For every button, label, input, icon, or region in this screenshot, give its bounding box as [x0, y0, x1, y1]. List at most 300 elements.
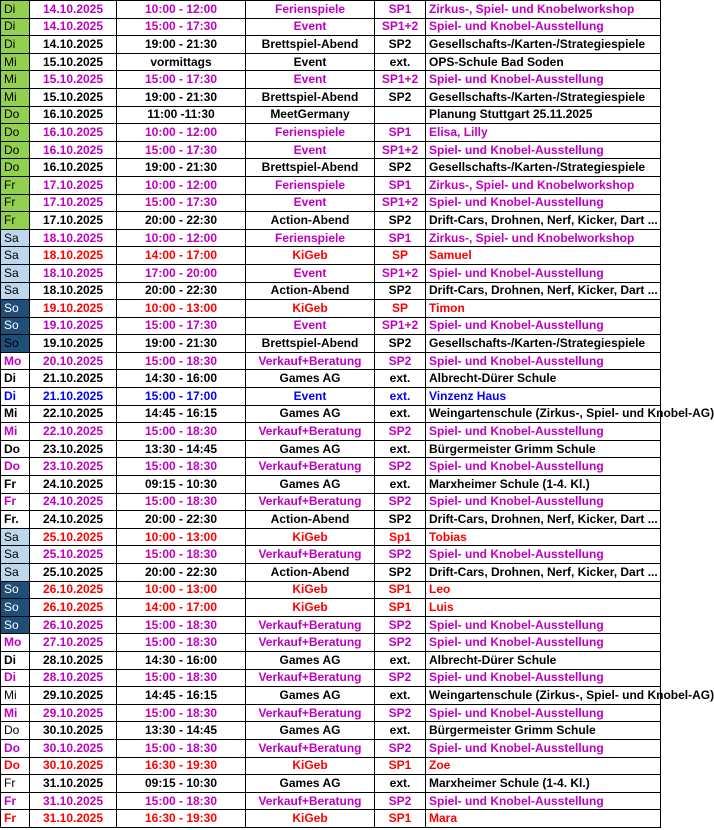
- date-cell: 17.10.2025: [30, 194, 117, 212]
- table-row: [1, 528, 661, 546]
- event-cell: Games AG: [246, 687, 375, 705]
- day-cell: Mo: [1, 634, 30, 652]
- date-cell: 24.10.2025: [30, 476, 117, 494]
- day-cell: Fr.: [1, 511, 30, 529]
- day-cell: Di: [1, 651, 30, 669]
- room-cell: SP1: [375, 124, 426, 142]
- table-row: [1, 581, 661, 599]
- table-row: [1, 300, 661, 318]
- day-cell: Di: [1, 36, 30, 54]
- event-cell: Games AG: [246, 440, 375, 458]
- time-cell: 10:00 - 12:00: [117, 1, 246, 19]
- event-cell: Verkauf+Beratung: [246, 352, 375, 370]
- table-row: [1, 722, 661, 740]
- table-row: [1, 36, 661, 54]
- event-cell: Verkauf+Beratung: [246, 669, 375, 687]
- description-cell: Bürgermeister Grimm Schule: [426, 722, 661, 740]
- description-cell: Gesellschafts-/Karten-/Strategiespiele: [426, 159, 661, 177]
- event-cell: Verkauf+Beratung: [246, 704, 375, 722]
- room-cell: ext.: [375, 687, 426, 705]
- date-cell: 23.10.2025: [30, 440, 117, 458]
- room-cell: SP2: [375, 564, 426, 582]
- table-row: [1, 564, 661, 582]
- time-cell: 11:00 -11:30: [117, 106, 246, 124]
- description-cell: Weingartenschule (Zirkus-, Spiel- und Knobel-AG): [426, 405, 661, 423]
- table-row: [1, 212, 661, 230]
- time-cell: 15:00 - 18:30: [117, 546, 246, 564]
- room-cell: [375, 106, 426, 124]
- room-cell: SP: [375, 300, 426, 318]
- description-cell: Zoe: [426, 757, 661, 775]
- table-row: [1, 106, 661, 124]
- time-cell: 13:30 - 14:45: [117, 722, 246, 740]
- room-cell: SP: [375, 247, 426, 265]
- date-cell: 31.10.2025: [30, 810, 117, 828]
- description-cell: Spiel- und Knobel-Ausstellung: [426, 264, 661, 282]
- table-row: [1, 757, 661, 775]
- day-cell: Fr: [1, 176, 30, 194]
- time-cell: 15:00 - 18:30: [117, 458, 246, 476]
- day-cell: Fr: [1, 212, 30, 230]
- description-cell: Leo: [426, 581, 661, 599]
- description-cell: OPS-Schule Bad Soden: [426, 53, 661, 71]
- table-row: [1, 440, 661, 458]
- description-cell: Spiel- und Knobel-Ausstellung: [426, 317, 661, 335]
- time-cell: 15:00 - 18:30: [117, 634, 246, 652]
- date-cell: 24.10.2025: [30, 511, 117, 529]
- description-cell: Mara: [426, 810, 661, 828]
- table-row: [1, 53, 661, 71]
- date-cell: 16.10.2025: [30, 141, 117, 159]
- event-cell: KiGeb: [246, 810, 375, 828]
- event-cell: Brettspiel-Abend: [246, 159, 375, 177]
- day-cell: Mi: [1, 687, 30, 705]
- room-cell: SP2: [375, 352, 426, 370]
- description-cell: Albrecht-Dürer Schule: [426, 370, 661, 388]
- date-cell: 21.10.2025: [30, 370, 117, 388]
- room-cell: ext.: [375, 476, 426, 494]
- time-cell: 15:00 - 17:30: [117, 71, 246, 89]
- time-cell: 19:00 - 21:30: [117, 335, 246, 353]
- description-cell: Spiel- und Knobel-Ausstellung: [426, 423, 661, 441]
- date-cell: 17.10.2025: [30, 212, 117, 230]
- day-cell: Di: [1, 18, 30, 36]
- table-row: [1, 458, 661, 476]
- time-cell: 19:00 - 21:30: [117, 88, 246, 106]
- date-cell: 15.10.2025: [30, 71, 117, 89]
- date-cell: 16.10.2025: [30, 124, 117, 142]
- date-cell: 25.10.2025: [30, 564, 117, 582]
- table-row: [1, 229, 661, 247]
- day-cell: Do: [1, 124, 30, 142]
- table-row: [1, 282, 661, 300]
- time-cell: 20:00 - 22:30: [117, 564, 246, 582]
- room-cell: SP2: [375, 159, 426, 177]
- table-row: [1, 546, 661, 564]
- day-cell: Mo: [1, 352, 30, 370]
- event-cell: Verkauf+Beratung: [246, 458, 375, 476]
- day-cell: Sa: [1, 528, 30, 546]
- description-cell: Spiel- und Knobel-Ausstellung: [426, 546, 661, 564]
- date-cell: 31.10.2025: [30, 792, 117, 810]
- time-cell: 14:00 - 17:00: [117, 247, 246, 265]
- day-cell: Do: [1, 458, 30, 476]
- table-row: [1, 88, 661, 106]
- description-cell: Zirkus-, Spiel- und Knobelworkshop: [426, 1, 661, 19]
- table-row: [1, 792, 661, 810]
- time-cell: 14:45 - 16:15: [117, 687, 246, 705]
- time-cell: 16:30 - 19:30: [117, 757, 246, 775]
- table-row: [1, 423, 661, 441]
- room-cell: SP1: [375, 1, 426, 19]
- day-cell: Fr: [1, 194, 30, 212]
- date-cell: 15.10.2025: [30, 53, 117, 71]
- date-cell: 29.10.2025: [30, 687, 117, 705]
- date-cell: 26.10.2025: [30, 581, 117, 599]
- time-cell: 19:00 - 21:30: [117, 159, 246, 177]
- room-cell: ext.: [375, 53, 426, 71]
- time-cell: 17:00 - 20:00: [117, 264, 246, 282]
- room-cell: SP1+2: [375, 264, 426, 282]
- description-cell: Zirkus-, Spiel- und Knobelworkshop: [426, 229, 661, 247]
- description-cell: Planung Stuttgart 25.11.2025: [426, 106, 661, 124]
- table-row: [1, 651, 661, 669]
- day-cell: Di: [1, 370, 30, 388]
- table-row: [1, 247, 661, 265]
- schedule-body: [1, 1, 714, 828]
- room-cell: SP1: [375, 229, 426, 247]
- table-row: [1, 775, 661, 793]
- description-cell: Spiel- und Knobel-Ausstellung: [426, 141, 661, 159]
- event-cell: KiGeb: [246, 247, 375, 265]
- date-cell: 28.10.2025: [30, 651, 117, 669]
- date-cell: 31.10.2025: [30, 775, 117, 793]
- table-row: [1, 405, 661, 423]
- room-cell: SP1+2: [375, 194, 426, 212]
- time-cell: 15:00 - 18:30: [117, 423, 246, 441]
- day-cell: Fr: [1, 792, 30, 810]
- table-row: [1, 511, 661, 529]
- event-cell: KiGeb: [246, 599, 375, 617]
- description-cell: Spiel- und Knobel-Ausstellung: [426, 616, 661, 634]
- day-cell: Do: [1, 141, 30, 159]
- room-cell: SP2: [375, 458, 426, 476]
- room-cell: SP1: [375, 581, 426, 599]
- description-cell: Gesellschafts-/Karten-/Strategiespiele: [426, 36, 661, 54]
- time-cell: 14:00 - 17:00: [117, 599, 246, 617]
- description-cell: Marxheimer Schule (1-4. Kl.): [426, 775, 661, 793]
- room-cell: SP1+2: [375, 18, 426, 36]
- table-row: [1, 1, 661, 19]
- time-cell: 15:00 - 17:00: [117, 388, 246, 406]
- event-cell: Event: [246, 264, 375, 282]
- event-cell: Verkauf+Beratung: [246, 739, 375, 757]
- time-cell: 14:30 - 16:00: [117, 651, 246, 669]
- date-cell: 26.10.2025: [30, 616, 117, 634]
- time-cell: 13:30 - 14:45: [117, 440, 246, 458]
- room-cell: SP2: [375, 423, 426, 441]
- time-cell: 10:00 - 13:00: [117, 581, 246, 599]
- event-cell: Brettspiel-Abend: [246, 335, 375, 353]
- description-cell: Albrecht-Dürer Schule: [426, 651, 661, 669]
- event-cell: KiGeb: [246, 581, 375, 599]
- event-cell: Verkauf+Beratung: [246, 616, 375, 634]
- day-cell: Fr: [1, 493, 30, 511]
- event-cell: Ferienspiele: [246, 176, 375, 194]
- room-cell: SP2: [375, 282, 426, 300]
- day-cell: Fr: [1, 476, 30, 494]
- time-cell: 20:00 - 22:30: [117, 511, 246, 529]
- event-cell: Games AG: [246, 370, 375, 388]
- event-cell: KiGeb: [246, 757, 375, 775]
- date-cell: 19.10.2025: [30, 335, 117, 353]
- description-cell: Spiel- und Knobel-Ausstellung: [426, 634, 661, 652]
- time-cell: 09:15 - 10:30: [117, 476, 246, 494]
- description-cell: Spiel- und Knobel-Ausstellung: [426, 493, 661, 511]
- date-cell: 28.10.2025: [30, 669, 117, 687]
- time-cell: 15:00 - 18:30: [117, 739, 246, 757]
- day-cell: Do: [1, 722, 30, 740]
- date-cell: 17.10.2025: [30, 176, 117, 194]
- room-cell: ext.: [375, 775, 426, 793]
- table-row: [1, 370, 661, 388]
- day-cell: So: [1, 581, 30, 599]
- day-cell: Mi: [1, 88, 30, 106]
- description-cell: Spiel- und Knobel-Ausstellung: [426, 739, 661, 757]
- time-cell: 15:00 - 17:30: [117, 18, 246, 36]
- table-row: [1, 141, 661, 159]
- day-cell: Di: [1, 388, 30, 406]
- day-cell: Mi: [1, 423, 30, 441]
- time-cell: 16:30 - 19:30: [117, 810, 246, 828]
- date-cell: 16.10.2025: [30, 106, 117, 124]
- event-cell: MeetGermany: [246, 106, 375, 124]
- event-cell: Action-Abend: [246, 511, 375, 529]
- description-cell: Spiel- und Knobel-Ausstellung: [426, 352, 661, 370]
- room-cell: SP2: [375, 36, 426, 54]
- date-cell: 16.10.2025: [30, 159, 117, 177]
- date-cell: 19.10.2025: [30, 317, 117, 335]
- table-row: [1, 264, 661, 282]
- room-cell: SP2: [375, 616, 426, 634]
- time-cell: 10:00 - 12:00: [117, 124, 246, 142]
- time-cell: 10:00 - 12:00: [117, 229, 246, 247]
- date-cell: 23.10.2025: [30, 458, 117, 476]
- description-cell: Elisa, Lilly: [426, 124, 661, 142]
- room-cell: ext.: [375, 405, 426, 423]
- day-cell: Sa: [1, 264, 30, 282]
- date-cell: 14.10.2025: [30, 36, 117, 54]
- table-row: [1, 810, 661, 828]
- day-cell: Sa: [1, 546, 30, 564]
- event-cell: Event: [246, 53, 375, 71]
- time-cell: 20:00 - 22:30: [117, 212, 246, 230]
- time-cell: 10:00 - 13:00: [117, 528, 246, 546]
- description-cell: Spiel- und Knobel-Ausstellung: [426, 704, 661, 722]
- date-cell: 25.10.2025: [30, 546, 117, 564]
- date-cell: 22.10.2025: [30, 423, 117, 441]
- event-cell: Event: [246, 141, 375, 159]
- table-row: [1, 124, 661, 142]
- description-cell: Timon: [426, 300, 661, 318]
- room-cell: SP2: [375, 493, 426, 511]
- date-cell: 26.10.2025: [30, 599, 117, 617]
- time-cell: 14:30 - 16:00: [117, 370, 246, 388]
- room-cell: ext.: [375, 388, 426, 406]
- room-cell: SP1: [375, 176, 426, 194]
- room-cell: SP2: [375, 546, 426, 564]
- description-cell: Spiel- und Knobel-Ausstellung: [426, 792, 661, 810]
- day-cell: Do: [1, 159, 30, 177]
- time-cell: 15:00 - 18:30: [117, 669, 246, 687]
- event-cell: Ferienspiele: [246, 124, 375, 142]
- description-cell: Drift-Cars, Drohnen, Nerf, Kicker, Dart ...: [426, 212, 661, 230]
- date-cell: 18.10.2025: [30, 264, 117, 282]
- table-row: [1, 388, 661, 406]
- table-row: [1, 18, 661, 36]
- event-cell: Games AG: [246, 651, 375, 669]
- room-cell: SP2: [375, 792, 426, 810]
- time-cell: vormittags: [117, 53, 246, 71]
- event-cell: Games AG: [246, 405, 375, 423]
- event-cell: KiGeb: [246, 300, 375, 318]
- event-cell: Verkauf+Beratung: [246, 792, 375, 810]
- event-cell: Action-Abend: [246, 564, 375, 582]
- event-cell: Event: [246, 18, 375, 36]
- event-cell: Brettspiel-Abend: [246, 88, 375, 106]
- description-cell: Drift-Cars, Drohnen, Nerf, Kicker, Dart ...: [426, 282, 661, 300]
- description-cell: Spiel- und Knobel-Ausstellung: [426, 18, 661, 36]
- time-cell: 19:00 - 21:30: [117, 36, 246, 54]
- event-cell: Verkauf+Beratung: [246, 634, 375, 652]
- day-cell: Mi: [1, 405, 30, 423]
- table-row: [1, 476, 661, 494]
- time-cell: 15:00 - 17:30: [117, 194, 246, 212]
- day-cell: So: [1, 616, 30, 634]
- day-cell: So: [1, 300, 30, 318]
- description-cell: Marxheimer Schule (1-4. Kl.): [426, 476, 661, 494]
- table-row: [1, 317, 661, 335]
- time-cell: 15:00 - 18:30: [117, 616, 246, 634]
- date-cell: 24.10.2025: [30, 493, 117, 511]
- day-cell: Di: [1, 669, 30, 687]
- description-cell: Samuel: [426, 247, 661, 265]
- table-row: [1, 194, 661, 212]
- date-cell: 22.10.2025: [30, 405, 117, 423]
- room-cell: SP2: [375, 634, 426, 652]
- room-cell: ext.: [375, 440, 426, 458]
- table-row: [1, 159, 661, 177]
- room-cell: SP1: [375, 810, 426, 828]
- room-cell: SP2: [375, 739, 426, 757]
- time-cell: 15:00 - 18:30: [117, 704, 246, 722]
- date-cell: 18.10.2025: [30, 229, 117, 247]
- table-row: [1, 335, 661, 353]
- room-cell: ext.: [375, 370, 426, 388]
- day-cell: Sa: [1, 247, 30, 265]
- event-cell: Action-Abend: [246, 282, 375, 300]
- date-cell: 18.10.2025: [30, 282, 117, 300]
- day-cell: So: [1, 599, 30, 617]
- time-cell: 10:00 - 13:00: [117, 300, 246, 318]
- description-cell: Spiel- und Knobel-Ausstellung: [426, 71, 661, 89]
- event-cell: Games AG: [246, 476, 375, 494]
- date-cell: 21.10.2025: [30, 388, 117, 406]
- description-cell: Bürgermeister Grimm Schule: [426, 440, 661, 458]
- date-cell: 29.10.2025: [30, 704, 117, 722]
- description-cell: Vinzenz Haus: [426, 388, 661, 406]
- day-cell: Fr: [1, 810, 30, 828]
- description-cell: Drift-Cars, Drohnen, Nerf, Kicker, Dart ...: [426, 511, 661, 529]
- day-cell: Di: [1, 1, 30, 19]
- event-cell: Verkauf+Beratung: [246, 493, 375, 511]
- time-cell: 20:00 - 22:30: [117, 282, 246, 300]
- table-row: [1, 739, 661, 757]
- date-cell: 14.10.2025: [30, 1, 117, 19]
- date-cell: 27.10.2025: [30, 634, 117, 652]
- room-cell: SP1: [375, 757, 426, 775]
- day-cell: So: [1, 317, 30, 335]
- event-cell: Event: [246, 317, 375, 335]
- date-cell: 20.10.2025: [30, 352, 117, 370]
- date-cell: 18.10.2025: [30, 247, 117, 265]
- description-cell: Drift-Cars, Drohnen, Nerf, Kicker, Dart ...: [426, 564, 661, 582]
- date-cell: 15.10.2025: [30, 88, 117, 106]
- event-cell: Games AG: [246, 722, 375, 740]
- table-row: [1, 687, 661, 705]
- event-cell: KiGeb: [246, 528, 375, 546]
- event-cell: Ferienspiele: [246, 229, 375, 247]
- room-cell: Sp1: [375, 528, 426, 546]
- room-cell: SP2: [375, 335, 426, 353]
- event-cell: Brettspiel-Abend: [246, 36, 375, 54]
- description-cell: Tobias: [426, 528, 661, 546]
- date-cell: 25.10.2025: [30, 528, 117, 546]
- table-row: [1, 616, 661, 634]
- room-cell: SP1+2: [375, 141, 426, 159]
- table-row: [1, 352, 661, 370]
- event-cell: Games AG: [246, 775, 375, 793]
- room-cell: ext.: [375, 651, 426, 669]
- room-cell: SP2: [375, 88, 426, 106]
- day-cell: Sa: [1, 564, 30, 582]
- room-cell: SP2: [375, 511, 426, 529]
- description-cell: Spiel- und Knobel-Ausstellung: [426, 194, 661, 212]
- event-cell: Verkauf+Beratung: [246, 423, 375, 441]
- day-cell: Do: [1, 440, 30, 458]
- room-cell: SP2: [375, 212, 426, 230]
- date-cell: 30.10.2025: [30, 757, 117, 775]
- room-cell: SP2: [375, 669, 426, 687]
- day-cell: Do: [1, 739, 30, 757]
- time-cell: 15:00 - 18:30: [117, 792, 246, 810]
- day-cell: Sa: [1, 282, 30, 300]
- time-cell: 15:00 - 17:30: [117, 317, 246, 335]
- date-cell: 14.10.2025: [30, 18, 117, 36]
- time-cell: 15:00 - 17:30: [117, 141, 246, 159]
- table-row: [1, 71, 661, 89]
- description-cell: Gesellschafts-/Karten-/Strategiespiele: [426, 335, 661, 353]
- room-cell: SP1: [375, 599, 426, 617]
- event-cell: Verkauf+Beratung: [246, 546, 375, 564]
- event-cell: Action-Abend: [246, 212, 375, 230]
- description-cell: Spiel- und Knobel-Ausstellung: [426, 669, 661, 687]
- day-cell: Mi: [1, 71, 30, 89]
- table-row: [1, 704, 661, 722]
- description-cell: Zirkus-, Spiel- und Knobelworkshop: [426, 176, 661, 194]
- date-cell: 19.10.2025: [30, 300, 117, 318]
- room-cell: SP1+2: [375, 71, 426, 89]
